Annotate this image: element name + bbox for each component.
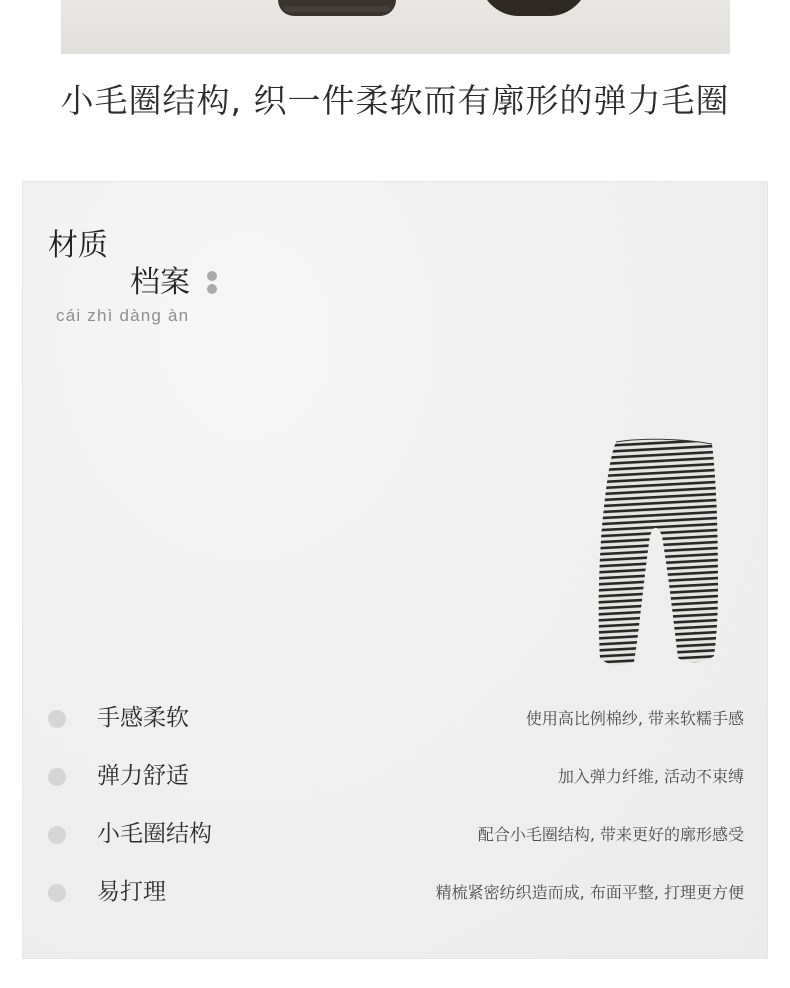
feature-name: 弹力舒适 — [97, 763, 189, 789]
feature-description: 配合小毛圈结构, 带来更好的廓形感受 — [477, 825, 744, 844]
bullet-icon — [48, 710, 66, 728]
section-title-line1: 材质 — [48, 228, 108, 263]
feature-row — [22, 690, 768, 748]
feature-row — [22, 806, 768, 864]
feature-description: 使用高比例棉纱, 带来软糯手感 — [525, 709, 744, 728]
striped-pants-image — [590, 436, 720, 672]
feature-description: 精梳紧密纺织造而成, 布面平整, 打理更方便 — [435, 883, 744, 902]
bullet-icon — [48, 826, 66, 844]
top-product-photo — [61, 0, 730, 54]
dark-object-right — [479, 0, 589, 16]
feature-row — [22, 864, 768, 922]
dark-object-left — [278, 0, 396, 16]
section-pinyin: cái zhì dàng àn — [56, 306, 190, 325]
title-dots-icon — [207, 268, 217, 296]
feature-row — [22, 748, 768, 806]
feature-name: 易打理 — [97, 879, 166, 905]
feature-description: 加入弹力纤维, 活动不束缚 — [557, 767, 744, 786]
headline: 小毛圈结构, 织一件柔软而有廓形的弹力毛圈 — [60, 81, 730, 120]
section-title-line2: 档案 — [130, 265, 190, 300]
bullet-icon — [48, 768, 66, 786]
feature-name: 手感柔软 — [97, 705, 189, 731]
bullet-icon — [48, 884, 66, 902]
feature-name: 小毛圈结构 — [97, 821, 212, 847]
